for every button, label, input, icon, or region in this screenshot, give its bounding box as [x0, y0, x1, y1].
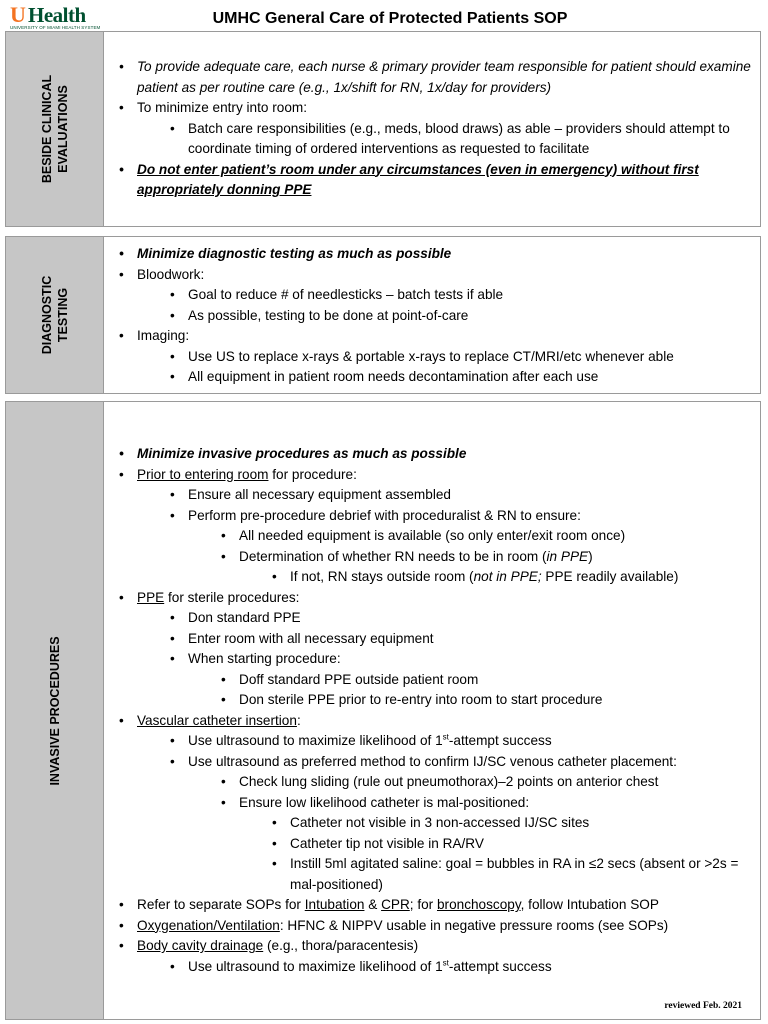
text: for procedure: — [268, 466, 357, 482]
list-item: • Imaging: — [113, 326, 752, 347]
text: (e.g., thora/paracentesis) — [263, 938, 419, 953]
list-item — [113, 465, 752, 486]
list-item: • Use ultrasound as preferred method to confirm IJ/SC venous catheter placement: — [113, 752, 752, 773]
section-label-box — [6, 32, 104, 226]
italic-text: not in PPE; — [473, 569, 542, 584]
list-item: • Perform pre-procedure debrief with proceduralist & RN to ensure: — [113, 506, 752, 527]
list-item — [113, 567, 752, 588]
section-body — [113, 444, 752, 977]
text: -attempt success — [448, 958, 552, 974]
section-label — [39, 276, 71, 354]
text: , follow Intubation SOP — [520, 897, 659, 912]
text: for sterile procedures: — [164, 589, 300, 605]
logo-u-mark: U — [10, 2, 26, 27]
section-label — [39, 75, 71, 183]
section-label-box — [6, 402, 104, 1019]
list-item: • Bloodwork: — [113, 265, 752, 286]
text: Refer to separate SOPs for — [137, 897, 305, 912]
text: : HFNC & NIPPV usable in negative pressure rooms (see SOPs) — [279, 917, 669, 933]
text: If not, RN stays outside room ( — [290, 569, 474, 584]
text: & — [364, 897, 382, 912]
list-item: • All equipment in patient room needs decontamination after each use — [113, 367, 752, 388]
list-item: • Doff standard PPE outside patient room — [113, 670, 752, 691]
section-label: INVASIVE PROCEDURES — [47, 635, 62, 786]
text: ; for — [409, 897, 437, 912]
list-item — [113, 588, 752, 609]
list-item: • As possible, testing to be done at point-of-care — [113, 306, 752, 327]
superscript: st — [442, 957, 449, 967]
superscript: st — [442, 732, 449, 742]
list-item — [113, 711, 752, 732]
list-item: • Ensure low likelihood catheter is mal-positioned: — [113, 793, 752, 814]
umhealth-logo — [10, 4, 102, 30]
text: PPE readily available) — [541, 569, 679, 584]
section-invasive-procedures — [5, 401, 761, 1020]
list-item — [113, 547, 752, 568]
list-item: • Use US to replace x-rays & portable x-rays to replace CT/MRI/etc whenever able — [113, 347, 752, 368]
list-item: • Catheter not visible in 3 non-accessed IJ/SC sites — [113, 813, 752, 834]
list-item — [113, 916, 752, 937]
text: -attempt success — [448, 733, 552, 748]
underlined-term: PPE — [137, 589, 165, 605]
section-label-line2: TESTING — [55, 287, 70, 343]
list-item: • Goal to reduce # of needlesticks – batch tests if able — [113, 285, 752, 306]
list-item: • Ensure all necessary equipment assembled — [113, 485, 752, 506]
list-item — [113, 731, 752, 752]
section-label-box — [6, 237, 104, 393]
section-body — [113, 57, 752, 201]
section-label-line2: EVALUATIONS — [55, 85, 70, 173]
underlined-term: Body cavity drainage — [137, 938, 264, 953]
text: Use ultrasound to maximize likelihood of 1 — [188, 958, 443, 974]
logo-brand: Health — [28, 3, 86, 27]
underlined-term: Oxygenation/Ventilation — [137, 917, 280, 933]
list-item: • Catheter tip not visible in RA/RV — [113, 834, 752, 855]
page-title: UMHC General Care of Protected Patients SOP — [212, 10, 568, 27]
underlined-term: Prior to entering room — [137, 466, 269, 482]
logo-subtitle: UNIVERSITY OF MIAMI HEALTH SYSTEM — [10, 25, 101, 30]
text: Use ultrasound to maximize likelihood of 1 — [188, 733, 443, 748]
list-item: • To provide adequate care, each nurse & primary provider team responsible for patient should examine patient as per routine care (e.g., 1x/shift for RN, 1x/day for providers) — [113, 57, 752, 98]
text: ) — [588, 548, 593, 564]
list-item — [113, 957, 752, 978]
list-item: • To minimize entry into room: — [113, 98, 752, 119]
underlined-term: Vascular catheter insertion — [137, 712, 297, 728]
list-item: • When starting procedure: — [113, 649, 752, 670]
list-item: • Instill 5ml agitated saline: goal = bubbles in RA in ≤2 secs (absent or >2s = mal-positioned) — [113, 854, 752, 895]
list-item: • Enter room with all necessary equipment — [113, 629, 752, 650]
list-item: • Batch care responsibilities (e.g., meds, blood draws) as able – providers should attempt to coordinate timing of ordered interventions as requested to facilitate — [113, 119, 752, 160]
list-item — [113, 936, 752, 957]
bronchoscopy-link[interactable]: bronchoscopy — [436, 897, 521, 912]
list-item: • Minimize invasive procedures as much as possible — [113, 444, 752, 465]
section-label-line1: BESIDE CLINICAL — [39, 74, 54, 184]
list-item: • Don sterile PPE prior to re-entry into room to start procedure — [113, 690, 752, 711]
list-item: • All needed equipment is available (so only enter/exit room once) — [113, 526, 752, 547]
italic-text: in PPE — [546, 548, 589, 564]
text: Determination of whether RN needs to be in room ( — [239, 548, 547, 564]
list-item: • Do not enter patient’s room under any circumstances (even in emergency) without first appropriately donning PPE — [113, 160, 752, 201]
cpr-link[interactable]: CPR — [381, 897, 410, 912]
section-bedside-evaluations — [5, 31, 761, 227]
reviewed-date: reviewed Feb. 2021 — [664, 1001, 742, 1011]
list-item: • Check lung sliding (rule out pneumothorax)–2 points on anterior chest — [113, 772, 752, 793]
text: : — [296, 712, 301, 728]
list-item: • Minimize diagnostic testing as much as possible — [113, 244, 752, 265]
section-label-line1: DIAGNOSTIC — [39, 275, 54, 355]
intubation-link[interactable]: Intubation — [304, 897, 365, 912]
section-diagnostic-testing — [5, 236, 761, 394]
list-item: • Don standard PPE — [113, 608, 752, 629]
section-body — [113, 244, 752, 388]
list-item — [113, 895, 752, 916]
